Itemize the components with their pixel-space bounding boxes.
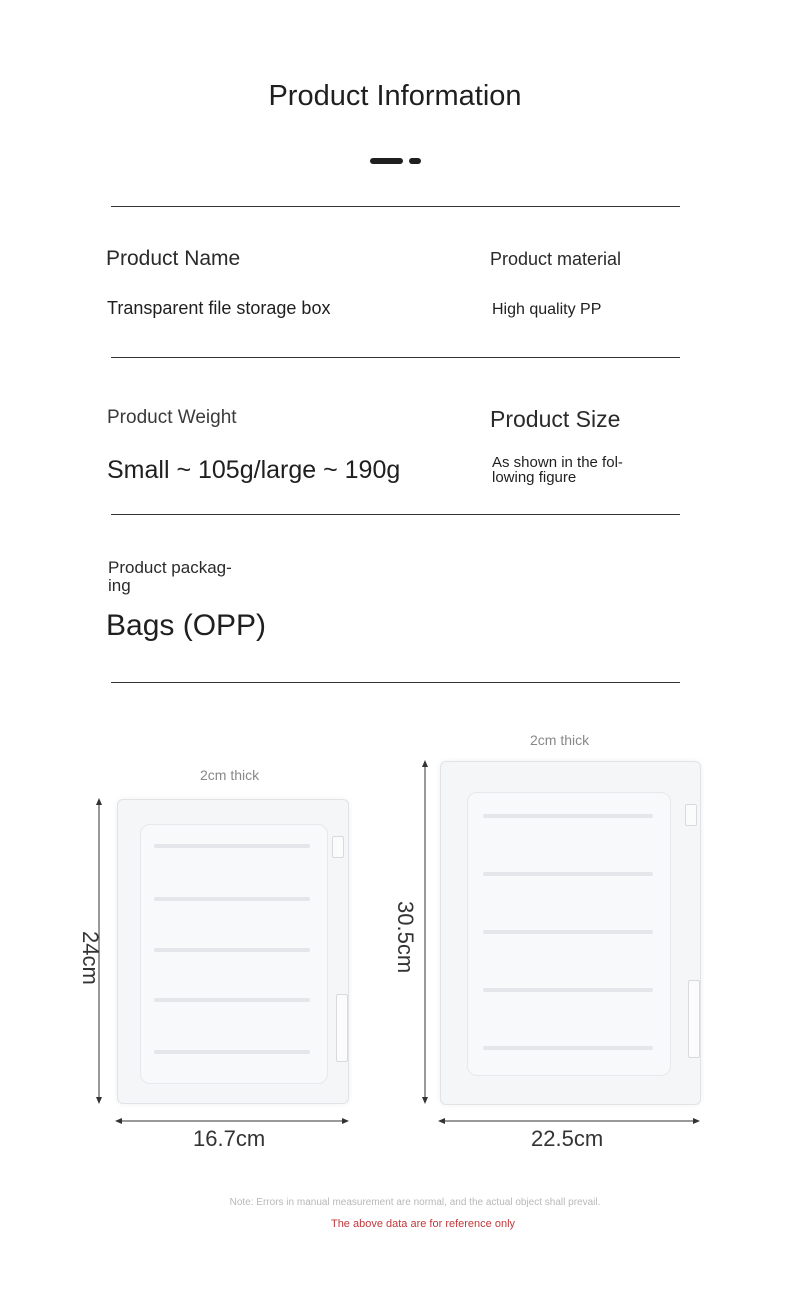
small-box-image — [117, 799, 349, 1104]
large-box-image — [440, 761, 701, 1105]
measurement-note: Note: Errors in manual measurement are normal, and the actual object shall prevail. — [229, 1197, 601, 1208]
page-title: Product Information — [268, 80, 522, 112]
product-packaging-label-line1: Product packag- — [108, 558, 232, 577]
product-packaging-label-line2: ing — [108, 576, 131, 595]
product-name-value: Transparent file storage box — [107, 298, 331, 318]
large-box-height-label: 30.5cm — [393, 901, 418, 974]
product-size-value — [492, 455, 623, 485]
product-name-label: Product Name — [106, 247, 241, 270]
title-decoration-dash — [370, 158, 403, 164]
product-size-value-line2: lowing figure — [492, 469, 577, 486]
product-size-label: Product Size — [490, 406, 621, 432]
small-box-width-label: 16.7cm — [193, 1126, 266, 1151]
product-weight-label: Product Weight — [107, 407, 237, 428]
large-box-thickness: 2cm thick — [530, 732, 590, 748]
product-material-label: Product material — [490, 249, 622, 269]
title-decoration-dot — [409, 158, 421, 164]
divider — [111, 206, 680, 207]
reference-note: The above data are for reference only — [330, 1218, 516, 1230]
product-size-value-line1: As shown in the fol- — [492, 454, 623, 471]
product-packaging-label — [108, 559, 232, 595]
product-material-value: High quality PP — [492, 301, 602, 318]
small-box-height-label: 24cm — [78, 931, 103, 985]
product-weight-value: Small ~ 105g/large ~ 190g — [107, 456, 401, 484]
divider — [111, 682, 680, 683]
small-box-thickness: 2cm thick — [200, 767, 260, 783]
divider — [111, 514, 680, 515]
large-box-width-label: 22.5cm — [531, 1126, 604, 1151]
product-packaging-value: Bags (OPP) — [106, 609, 267, 642]
divider — [111, 357, 680, 358]
large-box-height-arrow — [418, 760, 432, 1104]
